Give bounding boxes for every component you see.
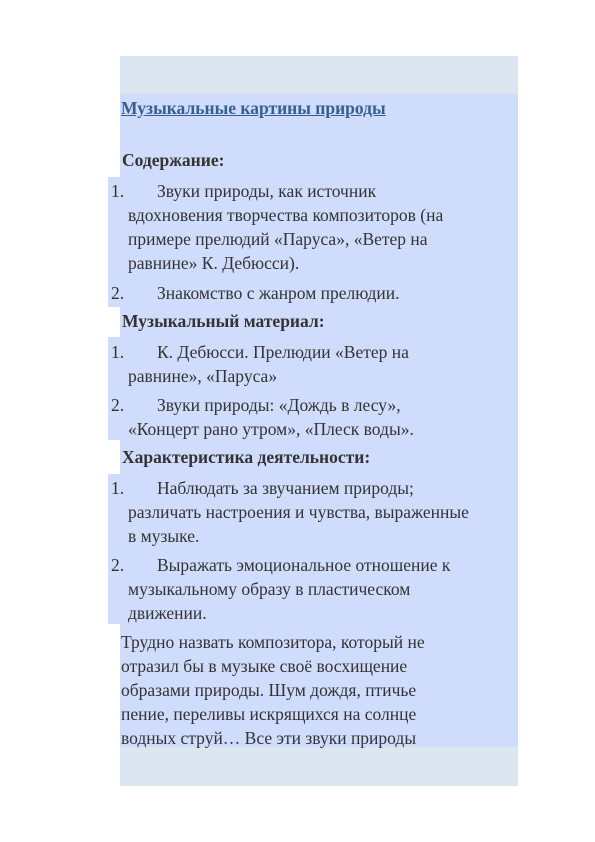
list-item-line: К. Дебюсси. Прелюдии «Ветер на xyxy=(157,342,409,362)
list-item-line: различать настроения и чувства, выраженные xyxy=(128,502,469,522)
list-item-line: примере прелюдий «Паруса», «Ветер на xyxy=(128,229,428,249)
activity-heading: Характеристика деятельности: xyxy=(122,447,371,467)
paragraph-line: водных струй… Все эти звуки природы xyxy=(121,728,417,748)
list-item-line: в музыке. xyxy=(128,526,200,546)
list-item-line: Звуки природы: «Дождь в лесу», xyxy=(157,395,401,415)
list-number: 1. xyxy=(111,181,125,201)
paragraph-line: образами природы. Шум дождя, птичье xyxy=(121,680,417,700)
list-number: 1. xyxy=(111,342,125,362)
list-item-line: равнине» К. Дебюсси). xyxy=(128,253,300,273)
list-item-line: равнине», «Паруса» xyxy=(128,366,278,386)
list-item-line: Звуки природы, как источник xyxy=(157,181,377,201)
paragraph-line: отразил бы в музыке своё восхищение xyxy=(121,656,408,676)
list-item-line: музыкальному образу в пластическом xyxy=(128,579,411,599)
document-title: Музыкальные картины природы xyxy=(121,98,386,118)
content-heading: Содержание: xyxy=(122,150,225,170)
material-heading: Музыкальный материал: xyxy=(122,311,325,331)
list-number: 1. xyxy=(111,478,125,498)
list-item-line: Наблюдать за звучанием природы; xyxy=(157,478,414,498)
list-item-line: Выражать эмоциональное отношение к xyxy=(157,555,451,575)
list-number: 2. xyxy=(111,555,125,575)
paragraph-line: пение, переливы искрящихся на солнце xyxy=(121,704,417,724)
list-item-line: движении. xyxy=(128,603,207,623)
list-item-line: «Концерт рано утром», «Плеск воды». xyxy=(128,419,414,439)
list-number: 2. xyxy=(111,283,125,303)
paragraph-line: Трудно назвать композитора, который не xyxy=(121,632,425,652)
list-item-line: вдохновения творчества композиторов (на xyxy=(128,205,444,225)
list-number: 2. xyxy=(111,395,125,415)
list-item-line: Знакомство с жанром прелюдии. xyxy=(157,283,400,303)
